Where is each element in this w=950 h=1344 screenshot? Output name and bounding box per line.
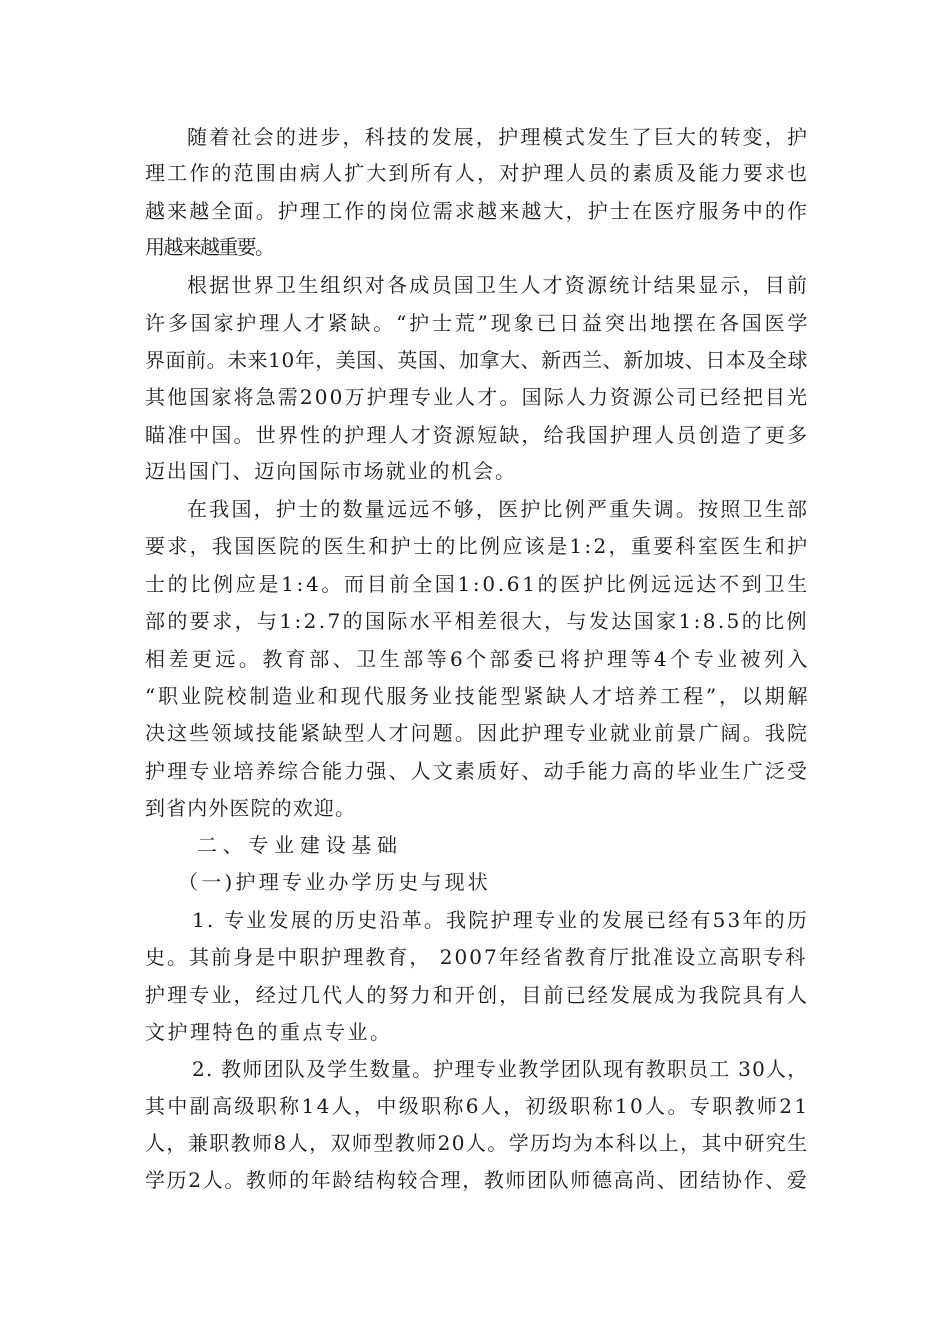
text-line: 瞄准中国。世界性的护理人才资源短缺，给我国护理人员创造了更多: [145, 423, 810, 447]
text-line: 史。其前身是中职护理教育， 2007年经省教育厅批准设立高职专科: [145, 945, 808, 969]
text-line: 1. 专业发展的历史沿革。我院护理专业的发展已经有53年的历: [192, 908, 810, 932]
section-heading: 二、专业建设基础: [197, 833, 403, 857]
text-line: 相差更远。教育部、卫生部等6个部委已将护理等4个专业被列入: [145, 647, 811, 671]
text-line: 要求，我国医院的医生和护士的比例应该是1:2，重要科室医生和护: [145, 534, 810, 558]
text-line: 护理专业培养综合能力强、人文素质好、动手能力高的毕业生广泛受: [145, 759, 810, 783]
text-line: 学历2人。教师的年龄结构较合理，教师团队师德高尚、团结协作、爱: [145, 1168, 809, 1192]
text-line: 护理专业，经过几代人的努力和开创，目前已经发展成为我院具有人: [145, 983, 810, 1007]
text-line: 其中副高级职称14人，中级职称6人，初级职称10人。专职教师21: [145, 1094, 810, 1118]
text-line: 理工作的范围由病人扩大到所有人，对护理人员的素质及能力要求也: [145, 161, 810, 185]
text-line: 2. 教师团队及学生数量。护理专业教学团队现有教职员工 30人，: [192, 1057, 809, 1081]
subsection-heading: （一)护理专业办学历史与现状: [178, 870, 492, 894]
text-line: 迈出国门、迈向国际市场就业的机会。: [145, 459, 517, 483]
text-line: 人，兼职教师8人，双师型教师20人。学历均为本科以上，其中研究生: [145, 1131, 809, 1155]
text-line: 许多国家护理人才紧缺。“护士荒”现象已日益突出地摆在各国医学: [145, 311, 811, 335]
text-line: 越来越全面。护理工作的岗位需求越来越大，护士在医疗服务中的作: [145, 199, 810, 223]
text-line: 部的要求，与1:2.7的国际水平相差很大，与发达国家1:8.5的比例: [145, 609, 809, 633]
text-line: 根据世界卫生组织对各成员国卫生人才资源统计结果显示，目前: [187, 273, 810, 297]
text-line: 到省内外医院的欢迎。: [145, 796, 357, 820]
text-line: 文护理特色的重点专业。: [145, 1020, 393, 1044]
text-line: 士的比例应是1:4。而目前全国1:0.61的医护比例远远达不到卫生: [145, 572, 810, 596]
text-line: 界面前。未来10年，美国、英国、加拿大、新西兰、新加坡、日本及全球: [145, 348, 808, 372]
text-line: “职业院校制造业和现代服务业技能型紧缺人才培养工程”，以期解: [145, 684, 811, 708]
text-line: 用越来越重要。: [145, 235, 274, 259]
text-line: 决这些领域技能紧缺型人才问题。因此护理专业就业前景广阔。我院: [145, 721, 810, 745]
text-line: 在我国，护士的数量远远不够，医护比例严重失调。按照卫生部: [187, 497, 810, 521]
text-line: 随着社会的进步，科技的发展，护理模式发生了巨大的转变，护: [187, 125, 810, 149]
text-line: 其他国家将急需200万护理专业人才。国际人力资源公司已经把目光: [145, 385, 810, 409]
